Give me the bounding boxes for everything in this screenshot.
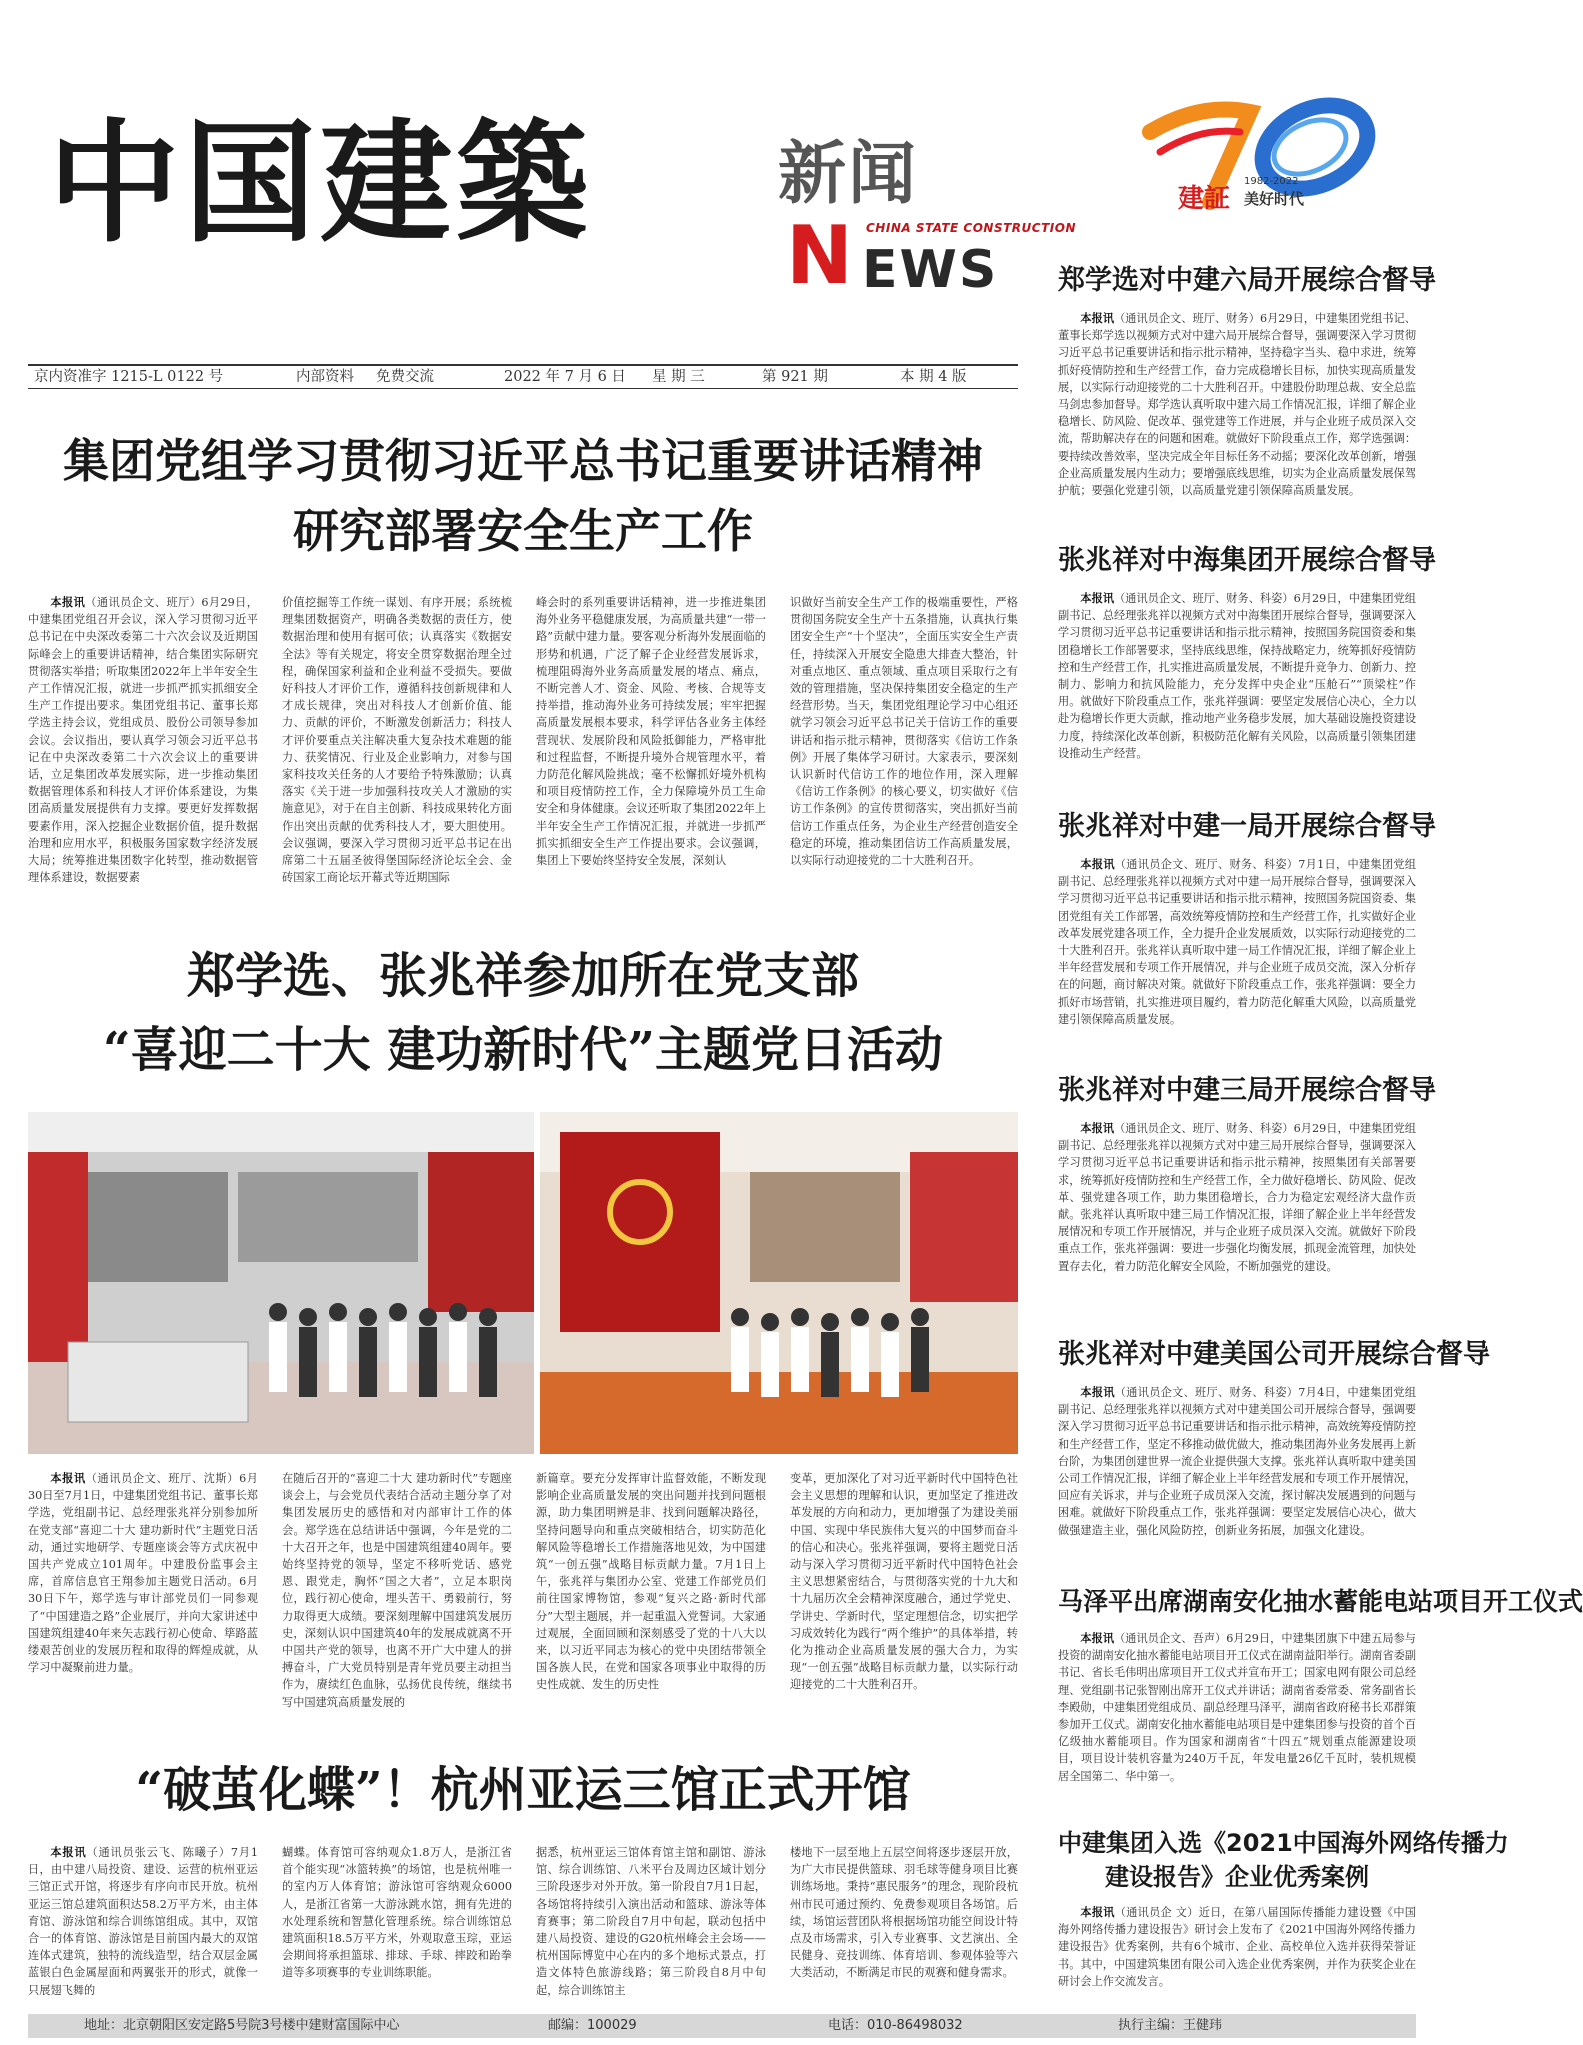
article1-headline-line2: 研究部署安全生产工作 [293, 504, 753, 558]
sidebar-item-1-reporters: （通讯员企文、班厅、财务） [1114, 312, 1260, 325]
article1-byline: 本报讯 [50, 595, 86, 609]
sidebar-item-2-body [1058, 590, 1416, 798]
sidebar-item-2-byline: 本报讯 [1080, 591, 1115, 605]
article1-headline-line1: 集团党组学习贯彻习近平总书记重要讲话精神 [63, 434, 983, 488]
sidebar-item-3-title: 张兆祥对中建一局开展综合督导 [1058, 811, 1436, 842]
sidebar-item-7-title-line2: 建设报告》企业优秀案例 [1105, 1863, 1369, 1891]
sidebar-item-5-title: 张兆祥对中建美国公司开展综合督导 [1058, 1339, 1490, 1370]
article2-col4 [790, 1470, 1018, 1730]
sidebar-item-4-body [1058, 1120, 1416, 1328]
article2-headline-line2: “喜迎二十大 建功新时代”主题党日活动 [103, 1022, 943, 1078]
sidebar-item-6-reporters: （通讯员企文、吾声） [1114, 1632, 1227, 1645]
sidebar-item-5-reporters: （通讯员企文、班厅、财务、科姿） [1114, 1386, 1299, 1399]
sidebar-item-2-reporters: （通讯员企文、班厅、财务、科姿） [1114, 592, 1294, 605]
footer-bar [28, 2014, 1416, 2038]
masthead-xinwen: 新闻 [778, 134, 919, 214]
article2-col1 [28, 1470, 258, 1730]
internal-label: 内部资料 [296, 369, 354, 385]
sidebar-item-7-title-line1: 中建集团入选《2021中国海外网络传播力 [1058, 1829, 1509, 1857]
masthead-subtitle-en: CHINA STATE CONSTRUCTION [866, 221, 1076, 235]
anniversary-years: 1982-2022 [1244, 176, 1299, 187]
article3-text-col1: 7月1日，由中建八局投资、建设、运营的杭州亚运三馆正式开馆，将逐步有序向市民开放。杭州亚运三馆总建筑面积达58.2万平方米，由主体育馆、游泳馆和综合训练馆组成。其中，双馆合一的体育馆、游泳馆是目前国内最大的双馆连体式建筑，独特的流线造型，结合双层金属蓝银白色金属屋面和两翼张开的形式，就像一只展翅飞舞的 [28, 1846, 258, 1997]
article2-byline: 本报讯 [50, 1471, 86, 1485]
issue-weekday: 星 期 三 [652, 369, 705, 385]
sidebar-item-1-title: 郑学选对中建六局开展综合督导 [1058, 265, 1436, 296]
sidebar-item-7-byline: 本报讯 [1080, 1905, 1115, 1919]
sidebar-item-6-byline: 本报讯 [1080, 1631, 1115, 1645]
license-number: 京内资准字 1215-L 0122 号 [34, 369, 224, 385]
article2-col3 [536, 1470, 766, 1730]
article3-col1 [28, 1844, 258, 2004]
sidebar-item-3-byline: 本报讯 [1080, 857, 1115, 871]
sidebar-item-7-body [1058, 1904, 1416, 2006]
sidebar-item-6-body [1058, 1630, 1416, 1838]
sidebar-item-6-title: 马泽平出席湖南安化抽水蓄能电站项目开工仪式 [1058, 1587, 1583, 1616]
sidebar-item-3-reporters: （通讯员企文、班厅、财务、科姿） [1114, 858, 1299, 871]
article2-headline-line1: 郑学选、张兆祥参加所在党支部 [186, 948, 859, 1004]
sidebar-item-3-text: 7月1日，中建集团党组副书记、总经理张兆祥以视频方式对中建一局开展综合督导，强调要深入学习贯彻习近平总书记重要讲话和指示批示精神，按照国务院国资委、集团党组有关工作部署，高效统筹疫情防控和生产经营工作，扎实做好企业改革发展党建各项工作，全力提升企业发展质效，以实际行动迎接党的二十大胜利召开。张兆祥认真听取中建一局工作情况汇报，详细了解企业上半年经营发展和专项工作开展情况，并与企业班子成员交流，深入分析存在的问题，商讨解决对策。就做好下阶段重点工作，张兆祥强调：要全力抓好市场营销，扎实推进项目履约，着力防范化解重大风险，以高质量党建引领保障高质量发展。 [1058, 858, 1417, 1026]
sidebar-item-5-text: 7月4日，中建集团党组副书记、总经理张兆祥以视频方式对中建美国公司开展综合督导，强调要深入学习贯彻习近平总书记重要讲话和指示批示精神，高效统筹疫情防控和生产经营工作，坚定不移推动做优做大，推动集团海外业务发展再上新台阶，为集团创建世界一流企业提供强大支撑。张兆祥认真听取中建美国公司工作情况汇报，详细了解企业上半年经营发展和专项工作开展情况，回应有关诉求，并与企业班子成员深入交流，探讨解决发展遇到的问题与困难。就做好下阶段重点工作，张兆祥强调：要坚定发展信心决心，做大做强建造主业，强化风险防控，创新业务拓展，加强文化建设。 [1058, 1386, 1417, 1537]
sidebar-item-5-byline: 本报讯 [1080, 1385, 1115, 1399]
issue-date: 2022 年 7 月 6 日 [504, 369, 626, 385]
footer-phone: 电话：010-86498032 [828, 2018, 963, 2033]
photo-exhibition-hall [28, 1112, 534, 1454]
sidebar-item-5-body [1058, 1384, 1416, 1592]
sidebar-item-1-byline: 本报讯 [1080, 311, 1115, 325]
article1-col2 [282, 594, 512, 920]
issue-number: 第 921 期 [762, 369, 828, 385]
article3-text-col4: 楼地下一层至地上五层空间将逐步逐层开放，为广大市民提供篮球、羽毛球等健身项目比赛训练场地。秉持“惠民服务”的理念，现阶段杭州市民可通过预约、免费参观项目各场馆。后续，场馆运营团队将根据场馆功能空间设计特点及市场需求，引入专业赛事、文艺演出、全民健身、竞技训练、体育培训、参观体验等六大类活动，不断满足市民的观赛和健身需求。 [790, 1846, 1018, 1980]
masthead-news-ews: EWS [862, 240, 999, 300]
issue-line [28, 364, 1018, 389]
article3-col2 [282, 1844, 512, 2004]
sidebar-item-7-reporters: （通讯员企 文） [1114, 1906, 1199, 1919]
sidebar-item-2-text: 6月29日，中建集团党组副书记、总经理张兆祥以视频方式对中海集团开展综合督导，强调要深入学习贯彻习近平总书记重要讲话和指示批示精神，按照国务院国资委和集团稳增长工作部署要求，坚持底线思维，保持战略定力，统筹抓好疫情防控和生产经营工作，扎实推进高质量发展，不断提升竞争力、创新力、控制力、影响力和抗风险能力，充分发挥中央企业“压舱石”“顶梁柱”作用。就做好下阶段重点工作，张兆祥强调：要坚定发展信心决心，全力以赴为稳增长作更大贡献，推动地产业务稳步发展，加大基础设施投资建设力度，持续深化改革创新，积极防范化解有关风险，以高质量引领集团建设推动生产经营。 [1058, 592, 1417, 760]
photo-oath-ceremony [540, 1112, 1018, 1454]
article2-text-col2: 在随后召开的“喜迎二十大 建功新时代”专题座谈会上，与会党员代表结合活动主题分享了对集团发展历史的感悟和对内部审计工作的体会。郑学选在总结讲话中强调，今年是党的二十大召开之年，也是中国建筑组建40周年。要始终坚持党的领导，坚定不移听党话、感党恩、跟党走，胸怀“国之大者”，立足本职岗位，践行初心使命，埋头苦干、勇毅前行，努力取得更大成绩。要深刻理解中国建筑发展历史，深刻认识中国建筑40年的发展成就离不开中国共产党的领导，也离不开广大中建人的拼搏奋斗，广大党员特别是青年党员要主动担当作为，赓续红色血脉，弘扬优良传统，继续书写中国建筑高质量发展的 [282, 1472, 512, 1709]
article2-reporters: （通讯员企文、班厅、沈斯） [85, 1472, 240, 1485]
sidebar-item-4-text: 6月29日，中建集团党组副书记、总经理张兆祥以视频方式对中建三局开展综合督导，强调要深入学习贯彻习近平总书记重要讲话和指示批示精神，按照集团有关部署要求，统筹抓好疫情防控和生产经营工作，全力做好稳增长、防风险、促改革、强党建各项工作，助力集团稳增长，合力为稳定宏观经济大盘作贡献。张兆祥认真听取中建三局工作情况汇报，详细了解企业上半年经营发展情况和专项工作开展情况，并与企业班子成员深入交流。就做好下阶段重点工作，张兆祥强调：要进一步强化均衡发展，抓现金流管理，加快处置存去化，着力防范化解安全风险，不断加强党的建设。 [1058, 1122, 1417, 1273]
sidebar-item-3-body [1058, 856, 1416, 1064]
article1-text-col4: 识做好当前安全生产工作的极端重要性，严格贯彻国务院安全生产十五条措施，认真执行集团安全生产“十个坚决”，全面压实安全生产责任，持续深入开展安全隐患大排查大整治，针对重点地区、重点领域、重点项目采取行之有效的管理措施，坚决保持集团安全稳定的生产经营形势。当天，集团党组理论学习中心组还就学习领会习近平总书记关于信访工作的重要讲话和指示批示精神，贯彻落实《信访工作条例》开展了集体学习研讨。大家表示，要深刻认识新时代信访工作的地位作用，深入理解《信访工作条例》的核心要义，切实做好《信访工作条例》的宣传贯彻落实，突出抓好当前信访工作重点任务，为企业生产经营创造安全稳定的环境，推动集团信访工作高质量发展，以实际行动迎接党的二十大胜利召开。 [790, 596, 1018, 868]
article1-col1 [28, 594, 258, 920]
article3-col3 [536, 1844, 766, 2004]
sidebar-item-1-text: 6月29日，中建集团党组书记、董事长郑学选以视频方式对中建六局开展综合督导，强调要深入学习贯彻习近平总书记重要讲话和指示批示精神，坚持稳字当头、稳中求进，统筹抓好疫情防控和生产经营工作，奋力完成稳增长目标，加快实现高质量发展，以实际行动迎接党的二十大胜利召开。中建股份助理总裁、安全总监马剑忠参加督导。郑学选认真听取中建六局工作情况汇报，详细了解企业稳增长、防风险、促改革、强党建等工作进展，并与企业班子成员深入交流，帮助解决存在的问题和困难。就做好下阶段重点工作，郑学选强调：要持续改善效率，坚决完成全年目标任务不动摇；要深化改革创新，增强企业高质量发展内生动力；要增强底线思维，切实为企业高质量发展保驾护航；要强化党建引领，以高质量党建引领保障高质量发展。 [1058, 312, 1417, 498]
masthead-title: 中国建築 [48, 107, 592, 261]
article1-col4 [790, 594, 1018, 920]
anniversary-slogan-b: 美好时代 [1244, 190, 1305, 208]
masthead-news-n: N [786, 209, 853, 302]
footer-postcode: 邮编：100029 [548, 2018, 637, 2033]
article2-text-col4: 变革，更加深化了对习近平新时代中国特色社会主义思想的理解和认识，更加坚定了推进改革发展的方向和动力，更加增强了为建设美丽中国、实现中华民族伟大复兴的中国梦而奋斗的信心和决心。张兆祥强调，要将主题党日活动与深入学习贯彻习近平新时代中国特色社会主义思想紧密结合，与贯彻落实党的十九大和十九届历次全会精神深度融合，通过学党史、学讲史、学新时代，坚定理想信念，切实把学习成效转化为践行“两个维护”的具体举措，转化为推动企业高质量发展的强大合力，为实现“一创五强”战略目标贡献力量，以实际行动迎接党的二十大胜利召开。 [790, 1472, 1018, 1692]
sidebar-item-4-title: 张兆祥对中建三局开展综合督导 [1058, 1075, 1436, 1106]
article2-col2 [282, 1470, 512, 1730]
article1-col3 [536, 594, 766, 920]
article1-reporters: （通讯员企文、班厅） [85, 596, 202, 609]
article1-text-col2: 价值挖掘等工作统一谋划、有序开展；系统梳理集团数据资产，明确各类数据的责任方，使数据治理和使用有据可依；认真落实《数据安全法》等有关规定，将安全贯穿数据治理全过程，确保国家利益和企业利益不受损失。要做好科技人才评价工作，遵循科技创新规律和人才成长规律，突出对科技人才创新价值、能力、贡献的评价，不断激发创新活力；科技人才评价要重点关注解决重大复杂技术难题的能力、获奖情况、行业及企业影响力，对参与国家科技攻关任务的人才要给予特殊激励；认真落实《关于进一步加强科技攻关人才激励的实施意见》，对于在自主创新、科技成果转化方面作出突出贡献的优秀科技人才，要大胆使用。会议强调，要深入学习贯彻习近平总书记在出席第二十五届圣彼得堡国际经济论坛全会、金砖国家工商论坛开幕式等近期国际 [282, 596, 512, 885]
article2-text-col1: 6月30日至7月1日，中建集团党组书记、董事长郑学选，党组副书记、总经理张兆祥分别参加所在党支部“喜迎二十大 建功新时代”主题党日活动，通过实地研学、专题座谈会等方式庆祝中国共产党成立101周年。中建股份监事会主席，首席信息官王翔参加主题党日活动。6月30日下午，郑学选与审计部党员们一同参观了“中国建造之路”企业展厅，并向大家讲述中国建筑组建40年来矢志践行初心使命、筚路蓝缕艰苦创业的发展历程和取得的辉煌成就，从学习中凝聚前进力量。 [28, 1472, 258, 1675]
footer-editor: 执行主编：王健玮 [1118, 2018, 1223, 2033]
article3-col4 [790, 1844, 1018, 2004]
article1-text-col3: 峰会时的系列重要讲话精神，进一步推进集团海外业务平稳健康发展，为高质量共建“一带一路”贡献中建力量。要客观分析海外发展面临的形势和机遇，广泛了解子企业经营发展诉求，梳理阻碍海外业务高质量发展的堵点、痛点，不断完善人才、资金、风险、考核、合规等支持举措，推动海外业务可持续发展；牢牢把握高质量发展根本要求，科学评估各业务主体经营现状、发展阶段和风险抵御能力，严格审批和过程监督，不断提升境外合规管理水平，着力防范化解风险挑战；毫不松懈抓好境外机构和项目疫情防控工作，全力保障境外员工生命安全和身体健康。会议还听取了集团2022年上半年安全生产工作情况汇报，并就进一步抓严抓实抓细安全生产工作提出要求。会议强调，集团上下要始终坚持安全发展，深刻认 [536, 596, 766, 868]
footer-address: 地址：北京朝阳区安定路5号院3号楼中建财富国际中心 [84, 2018, 400, 2033]
issue-pages: 本 期 4 版 [900, 369, 967, 385]
free-label: 免费交流 [376, 369, 434, 385]
article1-text-col1: 6月29日，中建集团党组召开会议，深入学习贯彻习近平总书记在中央深改委第二十六次会议及近期国际峰会上的重要讲话精神，结合集团实际研究贯彻落实举措；听取集团2022年上半年安全生产工作情况汇报，就进一步抓严抓实抓细安全生产工作提出要求。集团党组书记、董事长郑学选主持会议，党组成员、股份公司领导参加会议。会议指出，要认真学习领会习近平总书记在中央深改委第二十六次会议上的重要讲话，立足集团改革发展实际，进一步推动集团数据管理体系和科技人才评价体系建设，为集团高质量发展提供有力支撑。要更好发挥数据要素作用，深入挖掘企业数据价值，提升数据治理和应用水平，积极服务国家数字经济发展大局；统筹推进集团数字化转型，推动数据管理体系建设，数据要素 [28, 596, 258, 885]
article3-headline: “破茧化蝶”！杭州亚运三馆正式开馆 [135, 1762, 911, 1818]
article2-text-col3: 新篇章。要充分发挥审计监督效能，不断发现影响企业高质量发展的突出问题并找到问题根源，助力集团明辨是非、找到问题解决路径，坚持问题导向和重点突破相结合，切实防范化解风险等稳增长工作措施落地见效，为中国建筑“一创五强”战略目标贡献力量。7月1日上午，张兆祥与集团办公室、党建工作部党员们前往国家博物馆，参观“复兴之路·新时代部分”大型主题展，并一起重温入党誓词。大家通过观展，全面回顾和深刻感受了党的十八大以来，以习近平同志为核心的党中央团结带领全国各族人民，在党和国家各项事业中取得的历史性成就、发生的历史性 [536, 1472, 766, 1692]
sidebar-item-1-body [1058, 310, 1416, 536]
sidebar-item-6-text: 6月29日，中建集团旗下中建五局参与投资的湖南安化抽水蓄能电站项目开工仪式在湖南益阳举行。湖南省委副书记、省长毛伟明出席项目开工仪式并宣布开工；国家电网有限公司总经理、党组副书记张智刚出席开工仪式并讲话；湖南省委常委、常务副省长李殿勋，中建集团党组成员、副总经理马泽平，湖南省政府秘书长邓群策参加开工仪式。湖南安化抽水蓄能电站项目是中建集团参与投资的首个百亿级抽水蓄能项目。作为国家和湖南省“十四五”规划重点能源建设项目，项目设计装机容量为240万千瓦，年发电量26亿千瓦时，装机规模居全国第二、华中第一。 [1058, 1632, 1417, 1783]
article3-text-col3: 据悉，杭州亚运三馆体育馆主馆和副馆、游泳馆、综合训练馆、八米平台及周边区域计划分三阶段逐步对外开放。第一阶段自7月1日起，各场馆将持续引入演出活动和篮球、游泳等体育赛事；第二阶段自7月中旬起，联动包括中建八局投资、建设的G20杭州峰会主会场——杭州国际博览中心在内的多个地标式景点，打造文体特色旅游线路；第三阶段自8月中旬起，综合训练馆主 [536, 1846, 766, 1997]
sidebar-item-7-text: 近日，在第八届国际传播能力建设暨《中国海外网络传播力建设报告》研讨会上发布了《2021中国海外网络传播力建设报告》优秀案例，共有6个城市、企业、高校单位入选并获得荣誉证书。其中，中国建筑集团有限公司入选企业优秀案例，并作为获奖企业在研讨会上作交流发言。 [1058, 1906, 1417, 1988]
anniversary-slogan-a: 建証 [1178, 184, 1231, 214]
sidebar-item-4-byline: 本报讯 [1080, 1121, 1115, 1135]
article3-text-col2: 蝴蝶。体育馆可容纳观众1.8万人，是浙江省首个能实现“冰篮转换”的场馆，也是杭州唯一的室内万人体育馆；游泳馆可容纳观众6000人，是浙江省第一大游泳跳水馆，拥有先进的水处理系统和智慧化管理系统。综合训练馆总建筑面积18.5万平方米，外观取意玉琮，亚运会期间将承担篮球、排球、手球、摔跤和跆拳道等多项赛事的专业训练职能。 [282, 1846, 512, 1980]
article3-reporters: （通讯员张云飞、陈曦子） [86, 1846, 231, 1859]
sidebar-item-2-title: 张兆祥对中海集团开展综合督导 [1058, 545, 1436, 576]
sidebar-item-4-reporters: （通讯员企文、班厅、财务、科姿） [1114, 1122, 1294, 1135]
article3-byline: 本报讯 [50, 1845, 87, 1859]
